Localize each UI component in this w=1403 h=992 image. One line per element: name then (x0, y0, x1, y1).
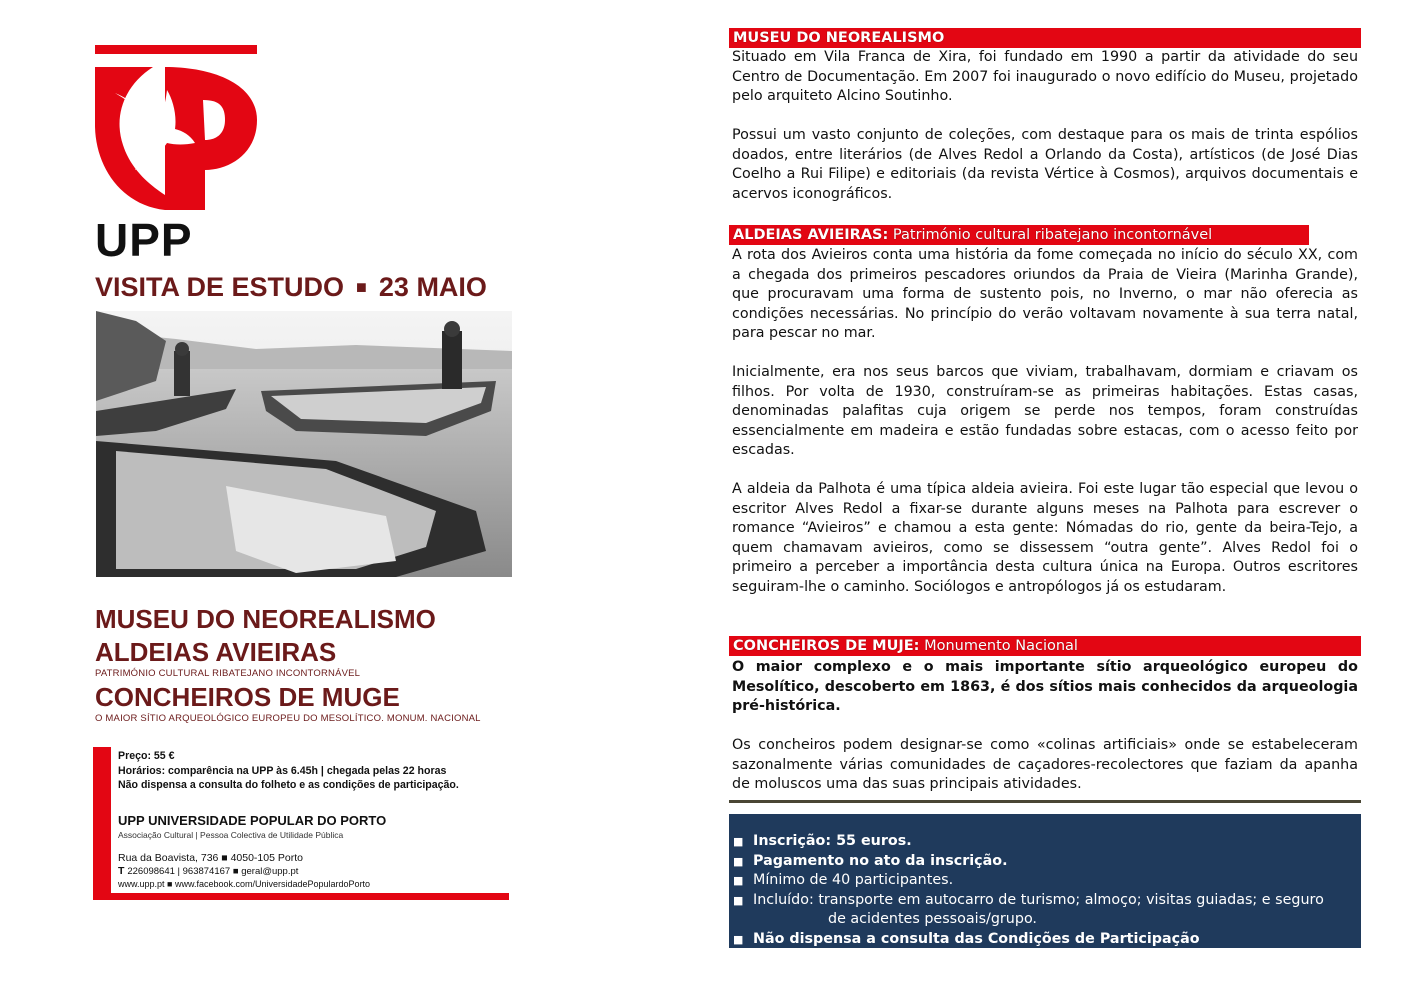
paragraph: A rota dos Avieiros conta uma história da fome começada no início do século XX, com a chegada dos primeiros pescadores oriundos da Praia de Vieira (Marinha Grande), que procuravam uma forma de sustento pois, no Inverno, o mar não oferecia as condições necessárias. No princípio do verão voltavam novamente à sua terra natal, para pescar no mar. (732, 247, 1358, 341)
paragraph: A aldeia da Palhota é uma típica aldeia avieira. Foi este lugar tão especial que levou o escritor Alves Redol a fixar-se durante alguns meses na Palhota para escrever o romance “Avieiros” e chamou a esta gente: Nómadas do rio, gente da beira-Tejo, a quem chamavam avieiros, como se dissessem “outra gente”. Alves Redol foi o primeiro a perceber a importância desta cultura única na Europa. Outros escritores seguiram-lhe o caminho. Sociólogos e antropólogos já os estudaram. (732, 481, 1358, 595)
subheading-concheiros: O MAIOR SÍTIO ARQUEOLÓGICO EUROPEU DO MESOLÍTICO. MONUM. NACIONAL (95, 713, 481, 724)
info-border-vertical (93, 747, 111, 900)
visit-label: VISITA DE ESTUDO (95, 272, 345, 302)
section-body-concheiros (732, 658, 1358, 795)
notice-item: ■ Mínimo de 40 participantes. (733, 872, 954, 888)
heading-concheiros: CONCHEIROS DE MUGE (95, 682, 400, 712)
left-panel (0, 0, 700, 992)
visit-title (95, 272, 487, 303)
registration-notice (729, 814, 1361, 948)
phone-numbers: 226098641 | 963874167 ■ geral@upp.pt (127, 866, 299, 877)
visit-separator: ■ (356, 277, 367, 297)
section-divider (729, 800, 1361, 803)
notice-item: ■ Incluído: transporte em autocarro de turismo; almoço; visitas guiadas; e seguro (733, 891, 1324, 908)
org-web: www.upp.pt ■ www.facebook.com/UniversidadePopulardoPorto (118, 879, 371, 889)
section-title-concheiros: CONCHEIROS DE MUJE: Monumento Nacional (733, 638, 1078, 654)
paragraph: Inicialmente, era nos seus barcos que viviam, trabalhavam, dormiam e criavam os filhos. Por volta de 1930, construíram-se as primeiras habitações. Estas casas, denominadas palafitas cuja origem se perde nos tempos, foram construídas essencialmente em madeira e estão fundadas sobre estacas, com o acesso feito por escadas. (732, 364, 1358, 458)
paragraph: Os concheiros podem designar-se como «colinas artificiais» onde se estabeleceram sazonalmente várias comunidades de caçadores-recolectores que faziam da apanha de moluscos uma das suas principais atividades. (732, 737, 1358, 792)
notice-item: de acidentes pessoais/grupo. (828, 911, 1037, 927)
heading-aldeias: ALDEIAS AVIEIRAS (95, 637, 337, 667)
section-title-aldeias: ALDEIAS AVIEIRAS: Património cultural ribatejano incontornável (733, 227, 1213, 243)
info-price: Preço: 55 € (118, 750, 175, 762)
org-address: Rua da Boavista, 736 ■ 4050-105 Porto (118, 852, 303, 864)
org-name: UPP UNIVERSIDADE POPULAR DO PORTO (118, 813, 387, 828)
org-description: Associação Cultural | Pessoa Colectiva de Utilidade Pública (118, 830, 344, 840)
notice-item: ■ Não dispensa a consulta das Condições de Participação (733, 930, 1200, 947)
visit-date: 23 MAIO (378, 272, 487, 302)
upp-logo-icon (95, 45, 257, 210)
info-notice: Não dispensa a consulta do folheto e as condições de participação. (118, 779, 459, 791)
upp-wordmark: UPP (95, 214, 193, 266)
info-border-horizontal (93, 893, 509, 900)
notice-item: ■ Pagamento no ato da inscrição. (733, 852, 1008, 869)
subheading-aldeias: PATRIMÓNIO CULTURAL RIBATEJANO INCONTORNÁVEL (95, 668, 361, 679)
boats-photo (96, 311, 512, 577)
notice-item: ■ Inscrição: 55 euros. (733, 833, 912, 849)
phone-prefix: T (118, 865, 125, 877)
paragraph: Situado em Vila Franca de Xira, foi fundado em 1990 a partir da atividade do seu Centro de Documentação. Em 2007 foi inaugurado o novo edifício do Museu, projetado pelo arquiteto Alcino Soutinho. (732, 49, 1358, 104)
heading-museu: MUSEU DO NEOREALISMO (95, 604, 436, 634)
paragraph: Possui um vasto conjunto de coleções, com destaque para os mais de trinta espólios doados, entre literários (de Alves Redol a Orlando da Costa), artísticos (de José Dias Coelho a Rui Filipe) e editoriais (da revista Vértice à Cosmos), arquivos documentais e acervos iconográficos. (732, 127, 1358, 202)
paragraph: O maior complexo e o mais importante sítio arqueológico europeu do Mesolítico, descoberto em 1863, é dos sítios mais conhecidos da arqueologia pré-histórica. (732, 659, 1358, 714)
info-schedule: Horários: comparência na UPP às 6.45h | chegada pelas 22 horas (118, 765, 447, 777)
org-phones (118, 864, 298, 879)
section-body-museu (732, 48, 1358, 204)
section-title-museu: MUSEU DO NEOREALISMO (733, 30, 945, 46)
section-body-aldeias (732, 246, 1358, 597)
